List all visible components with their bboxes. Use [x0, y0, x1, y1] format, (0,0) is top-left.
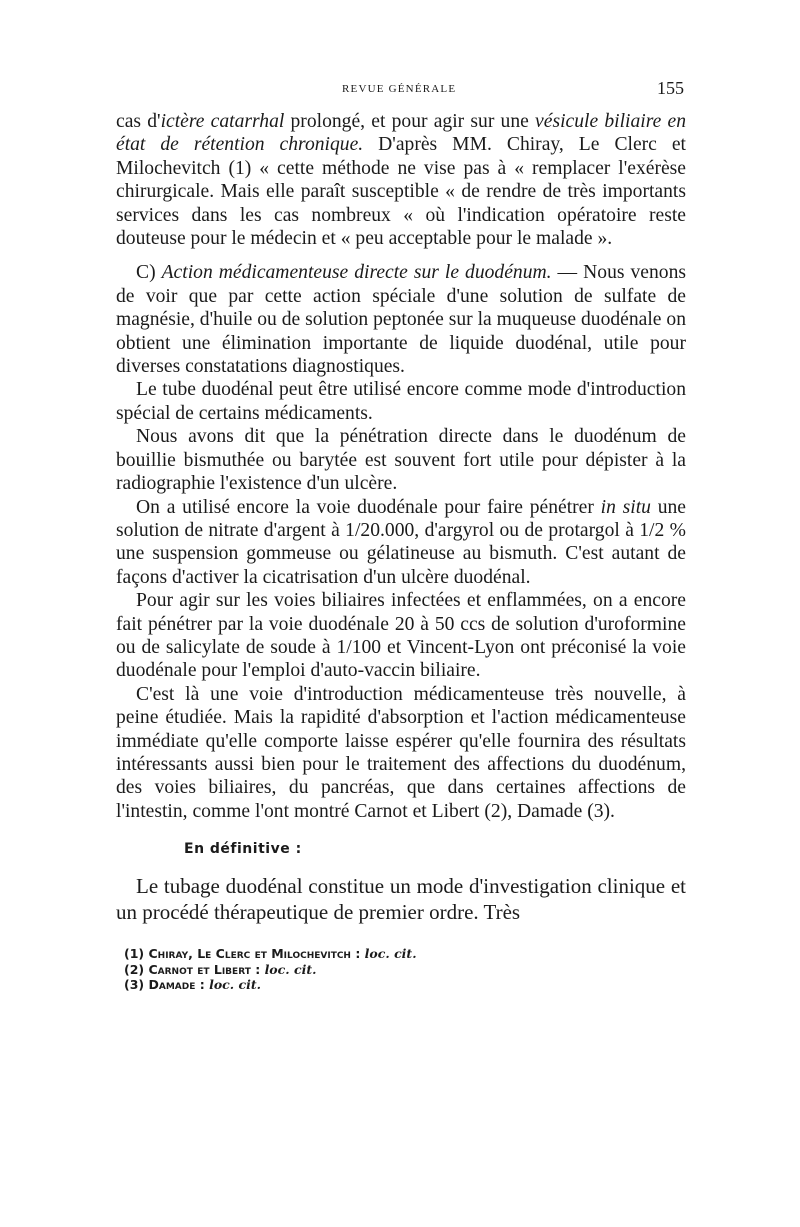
- text-run: cas d': [116, 111, 161, 132]
- footnote-number: (3): [124, 977, 145, 993]
- footnote-authors: Chiray, Le Clerc et Milochevitch: [148, 946, 351, 962]
- footnote-reference: loc. cit.: [364, 946, 417, 962]
- footnote-number: (2): [124, 961, 145, 977]
- paragraph-3: Le tube duodénal peut être utilisé encore comme mode d'introduction spécial de certains médicaments.: [116, 379, 686, 424]
- footnote-separator: :: [250, 961, 265, 977]
- italic-run: ictère catarrhal: [160, 111, 285, 132]
- section-title-italic: Action médicamenteuse directe sur le duodénum.: [161, 262, 552, 284]
- italic-run: vésicule biliaire en état de rétention chronique.: [116, 111, 687, 156]
- page-number: 155: [657, 78, 684, 98]
- text-run: prolongé, et pour agir sur une: [284, 111, 536, 132]
- footnote-number: (1): [124, 946, 145, 962]
- running-header: [116, 74, 686, 104]
- italic-run: in situ: [600, 496, 651, 518]
- paragraph-2: [116, 261, 686, 378]
- text-run: On a utilisé encore la voie duodénale pour faire pénétrer: [136, 496, 601, 518]
- footnotes: [124, 946, 686, 993]
- text-run: D'après MM. Chiray, Le Clerc et Milochevitch (1) « cette méthode ne vise pas à « remplacer l'exérèse chirurgicale. Mais elle paraît susceptible « de rendre de très importants services dans les cas nombreux « où l'indication opératoire reste douteuse pour le médecin et « peu acceptable pour le malade ».: [116, 134, 686, 250]
- footnote-authors: Damade: [148, 977, 196, 993]
- text-run: une solution de nitrate d'argent à 1/20.000, d'argyrol ou de protargol à 1/2 % une suspension gommeuse ou gélatineuse au bismuth. C'est autant de façons d'activer la cicatrisation d'un ulcère duodénal.: [116, 496, 686, 588]
- paragraph-4: Nous avons dit que la pénétration directe dans le duodénum de bouillie bismuthée ou barytée est souvent fort utile pour dépister à la radiographie l'existence d'un ulcère.: [116, 426, 686, 495]
- footnote: [124, 962, 686, 978]
- footnote: [124, 946, 686, 962]
- footnote-separator: :: [195, 977, 210, 993]
- footnote-separator: :: [350, 946, 365, 962]
- footnote-reference: loc. cit.: [264, 961, 317, 977]
- paragraph-1: [116, 110, 686, 250]
- footnote-reference: loc. cit.: [209, 977, 261, 993]
- conclusion-paragraph: Le tubage duodénal constitue un mode d'investigation clinique et un procédé thérapeutique de premier ordre. Très: [116, 874, 686, 925]
- paragraph-6: Pour agir sur les voies biliaires infectées et enflammées, on a encore fait pénétrer par la voie duodénale 20 à 50 ccs de solution d'uroformine ou de salicylate de soude à 1/100 et Vincent-Lyon ont préconisé la voie duodénale pour l'emploi d'auto-vaccin biliaire.: [116, 590, 686, 682]
- document-page: [116, 74, 686, 993]
- running-title: REVUE GÉNÉRALE: [342, 83, 457, 95]
- paragraph-5: [116, 496, 686, 590]
- body-text: [116, 110, 686, 823]
- text-run: C): [136, 262, 162, 284]
- subheading: En définitive :: [184, 841, 302, 858]
- footnote-authors: Carnot et Libert: [148, 961, 251, 977]
- footnote: [124, 977, 686, 993]
- paragraph-7: C'est là une voie d'introduction médicamenteuse très nouvelle, à peine étudiée. Mais la rapidité d'absorption et l'action médicamenteuse immédiate qu'elle comporte laisse espérer qu'elle fournira des résultats intéressants aussi bien pour le traitement des affections du duodénum, des voies biliaires, du pancréas, que dans certaines affections de l'intestin, comme l'ont montré Carnot et Libert (2), Damade (3).: [116, 683, 686, 822]
- text-run: — Nous venons de voir que par cette action spéciale d'une solution de sulfate de magnésie, d'huile ou de solution peptonée sur la muqueuse duodénale on obtient une élimination importante de liquide duodénal, utile pour diverses constatations diagnostiques.: [116, 262, 687, 378]
